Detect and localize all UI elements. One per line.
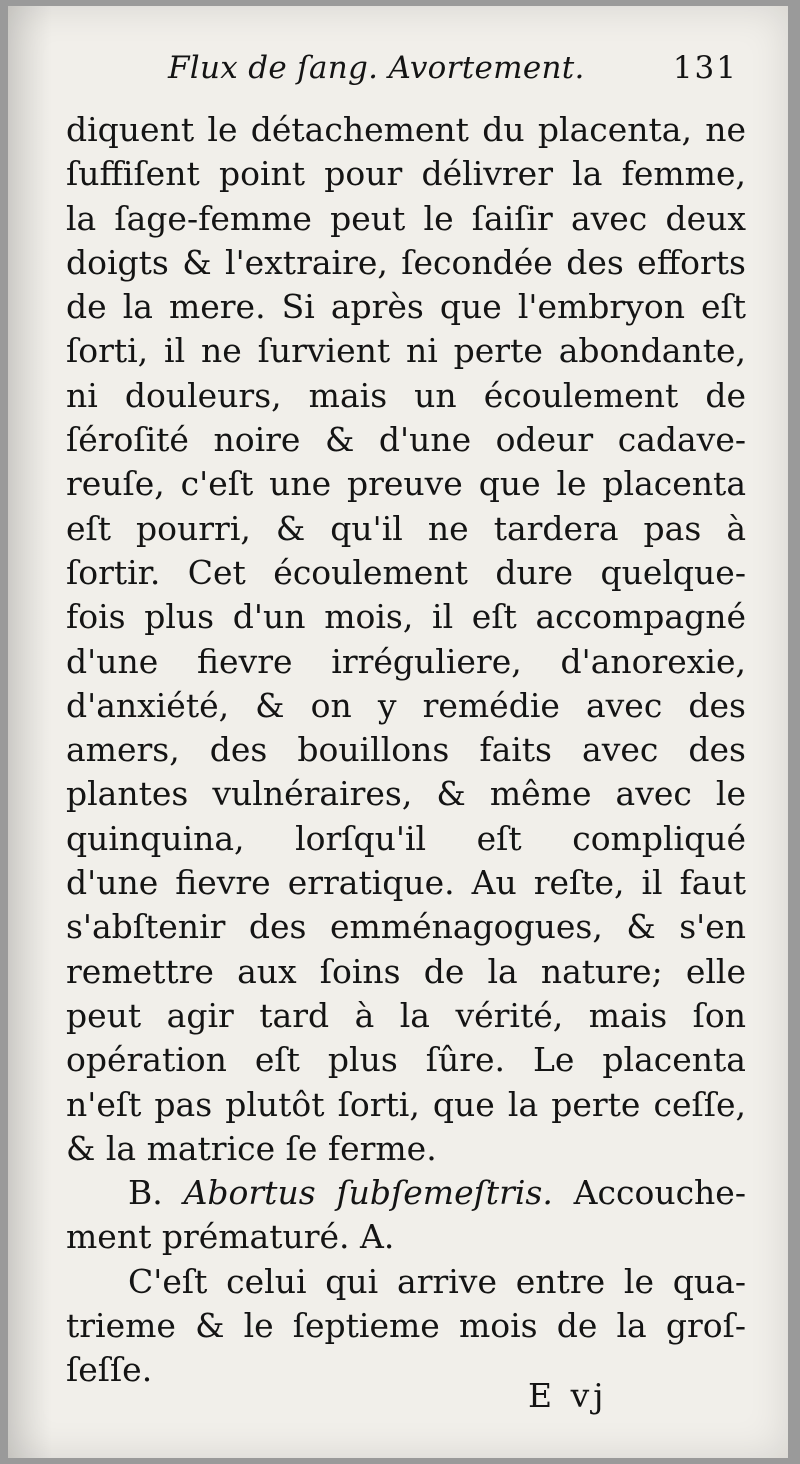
- text-line: la ſage-femme peut le ſaiſir avec deux: [66, 198, 746, 238]
- text-line: fois plus d'un mois, il eſt accompagné: [66, 597, 746, 637]
- text-line: eſt pourri, & qu'il ne tardera pas à: [66, 508, 746, 548]
- text-line: n'eſt pas plutôt ſorti, que la perte ceſſe,: [66, 1084, 746, 1124]
- heading-line: ment prématuré. A.: [66, 1217, 395, 1257]
- text-line: diquent le détachement du placenta, ne: [66, 110, 746, 149]
- text-line: d'une fievre erratique. Au reſte, il faut: [66, 863, 746, 903]
- text-line: reuſe, c'eſt une preuve que le placenta: [66, 464, 746, 504]
- page-number: 131: [672, 50, 738, 86]
- text-line: trieme & le ſeptieme mois de la groſ-: [66, 1306, 746, 1346]
- gutter-shadow: [8, 6, 52, 1458]
- text-line: & la matrice ſe ferme.: [66, 1128, 437, 1168]
- text-line: d'anxiété, & on y remédie avec des: [66, 685, 746, 725]
- text-line: amers, des bouillons faits avec des: [66, 730, 746, 770]
- text-line: plantes vulnéraires, & même avec le: [66, 774, 746, 814]
- book-page: [8, 6, 788, 1458]
- text-line: s'abſtenir des emménagogues, & s'en: [66, 907, 746, 947]
- text-line: ſéroſité noire & d'une odeur cadave-: [66, 420, 746, 460]
- paragraph: [66, 108, 746, 1171]
- heading-line: [66, 1171, 746, 1215]
- running-title: Flux de ſang. Avortement.: [168, 50, 585, 86]
- text-line: ſeſſe.: [66, 1350, 153, 1390]
- text-line: ſuffiſent point pour délivrer la femme,: [66, 154, 746, 194]
- text-line: ni douleurs, mais un écoulement de: [66, 375, 746, 415]
- section-heading: [66, 1171, 746, 1260]
- text-line: C'eſt celui qui arrive entre le qua-: [128, 1261, 746, 1301]
- text-line: quinquina, lorſqu'il eſt compliqué: [66, 818, 746, 858]
- section-marker: B.: [128, 1173, 163, 1213]
- paragraph: [66, 1260, 746, 1393]
- text-line: opération eſt plus ſûre. Le placenta: [66, 1040, 746, 1080]
- body-text: [66, 108, 746, 1393]
- text-line: doigts & l'extraire, ſecondée des efforts: [66, 242, 746, 282]
- text-line: remettre aux ſoins de la nature; elle: [66, 951, 746, 991]
- text-line: de la mere. Si après que l'embryon eſt: [66, 287, 746, 327]
- signature-mark: E vj: [528, 1376, 608, 1415]
- page-header: [168, 50, 738, 100]
- latin-title: Abortus ſubſemeſtris.: [183, 1173, 553, 1213]
- text-line: ſortir. Cet écoulement dure quelque-: [66, 552, 746, 592]
- text-line: ſorti, il ne ſurvient ni perte abondante,: [66, 331, 746, 371]
- text-line: d'une fievre irréguliere, d'anorexie,: [66, 641, 746, 681]
- text-line: peut agir tard à la vérité, mais ſon: [66, 995, 746, 1035]
- french-title: Accouche-: [573, 1173, 746, 1213]
